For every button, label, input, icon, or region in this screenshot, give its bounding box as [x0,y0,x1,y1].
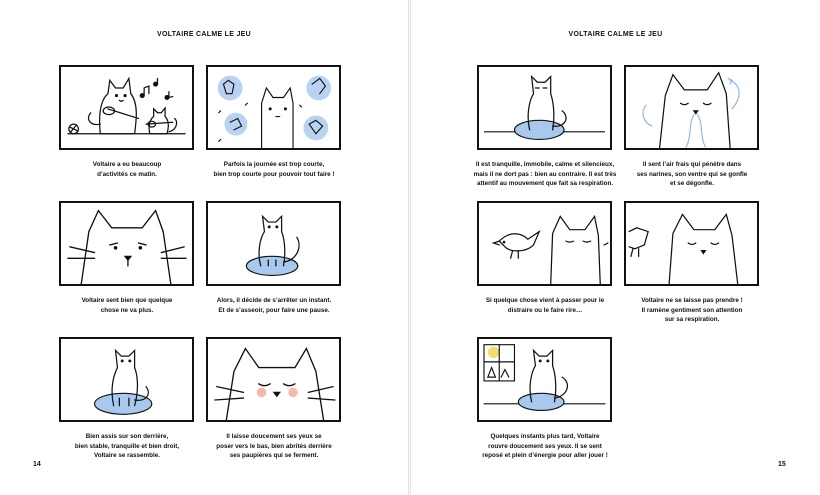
caption-line: Il sent l’air frais qui pénètre dans [642,161,742,168]
right-page-number: 15 [778,461,786,468]
panel-attentive [477,65,612,150]
caption-line: Si quelque chose vient à passer pour le [485,297,605,304]
breathing-illustration [626,67,757,148]
caption-line: Quelques instants plus tard, Voltaire [490,433,600,440]
busy-day-illustration [208,67,339,148]
caption-line: Voltaire se rassemble. [93,452,161,460]
caption-line: Alors, il décide de s’arrêter un instant. [216,297,332,304]
left-page-number: 14 [33,461,41,468]
caption-closed-eyes [189,432,359,461]
seated-cat-illustration [61,339,192,420]
caption-line: Il est tranquille, immobile, calme et silencieux, [475,161,615,168]
caption-line: bien trop courte pour pouvoir tout faire ! [213,170,335,178]
caption-line: chose ne va plus. [100,306,154,314]
right-page [411,0,820,495]
caption-bird [460,296,630,315]
sitting-cat-illustration [208,203,339,284]
caption-line: distraire ou le faire rire… [507,306,583,314]
caption-line: Il laisse doucement ses yeux se [226,433,322,440]
caption-seated [42,432,212,461]
caption-line: Il ramène gentiment son attention [641,306,743,314]
caption-refreshed [460,432,630,461]
guitar-cats-illustration [61,67,192,148]
right-page-title: VOLTAIRE CALME LE JEU [568,31,663,38]
panel-closed-eyes [206,337,341,422]
panel-guitar-cats [59,65,194,150]
caption-line: Voltaire sent bien que quelque [81,297,173,304]
left-page-title: VOLTAIRE CALME LE JEU [157,31,251,38]
caption-line: sur sa respiration. [664,316,720,324]
caption-guitar [42,160,212,179]
caption-line: et se dégonfle. [669,180,715,188]
caption-line: Bien assis sur son derrière, [85,433,169,440]
caption-pause [189,296,359,315]
caption-line: ses paupières qui se ferment. [229,452,319,460]
panel-refocus [624,201,759,286]
panel-bird-distraction [477,201,612,286]
caption-line: rouvre doucement ses yeux. Il se sent [488,442,602,450]
panel-sits-down [206,201,341,286]
caption-breathing [607,160,777,189]
panel-breathing [624,65,759,150]
caption-line: Voltaire a eu beaucoup [92,161,162,168]
caption-line: mais il ne dort pas : bien au contraire. Il est très [473,170,617,178]
caption-line: reposé et plein d’énergie pour aller jouer ! [482,452,608,460]
worried-face-illustration [61,203,192,284]
caption-line: Parfois la journée est trop courte, [223,161,325,168]
caption-worried [42,296,212,315]
refocus-illustration [626,203,757,284]
caption-line: Et de s’asseoir, pour faire une pause. [218,306,330,314]
caption-line: d’activités ce matin. [97,170,157,178]
bird-distraction-illustration [479,203,610,284]
closed-eyes-illustration [208,339,339,420]
panel-refreshed [477,337,612,422]
panel-worried-face [59,201,194,286]
caption-line: ses narines, son ventre qui se gonfle [636,170,748,178]
caption-line: Voltaire ne se laisse pas prendre ! [641,297,743,304]
panel-seated-straight [59,337,194,422]
caption-busy-day [189,160,359,179]
refreshed-cat-illustration [479,339,610,420]
caption-line: bien stable, tranquille et bien droit, [74,442,180,450]
caption-line: poser vers le bas, bien abrités derrière [216,442,332,450]
caption-line: attentif au mouvement que fait sa respiration. [476,180,614,188]
caption-attentive [460,160,630,189]
attentive-cat-illustration [479,67,610,148]
left-page [0,0,408,495]
panel-busy-day [206,65,341,150]
caption-refocus [607,296,777,325]
